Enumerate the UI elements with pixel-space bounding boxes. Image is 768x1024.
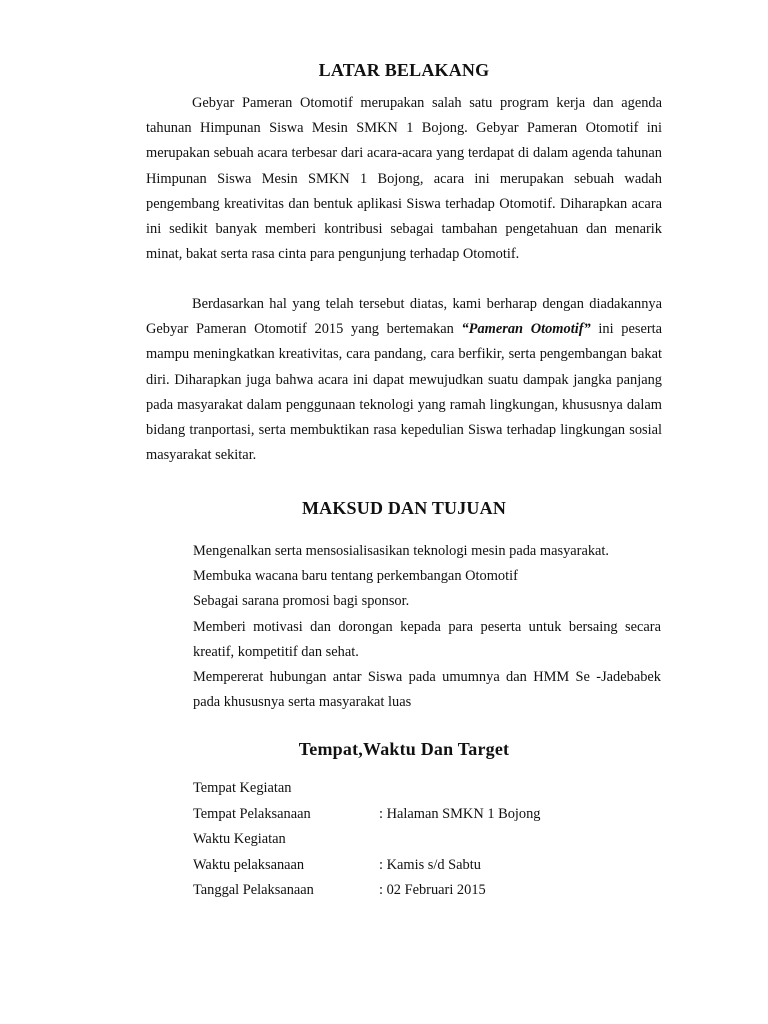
detail-value: : 02 Februari 2015 (379, 882, 486, 899)
detail-label: Tanggal Pelaksanaan (193, 882, 314, 899)
detail-label: Tempat Pelaksanaan (193, 805, 311, 822)
detail-row (193, 802, 613, 828)
paragraph-latar-belakang-2 (146, 292, 662, 468)
detail-label: Tempat Kegiatan (193, 780, 292, 796)
detail-label: Waktu pelaksanaan (193, 856, 305, 873)
detail-value: : Halaman SMKN 1 Bojong (379, 805, 541, 822)
paragraph-text-before-theme: Berdasarkan hal yang telah tersebut diatas, kami berharap dengan diadakannya Gebyar Pameran Otomotif 2015 yang bertemakan (146, 296, 662, 338)
section-title-tempat-waktu: Tempat,Waktu Dan Target (298, 739, 510, 759)
section-title-latar-belakang: LATAR BELAKANG (318, 60, 490, 80)
list-item: Memberi motivasi dan dorongan kepada para peserta untuk bersaing secara kreatif, kompetitif dan sehat. (193, 618, 661, 660)
detail-label: Waktu Kegiatan (193, 831, 286, 848)
purpose-list (193, 539, 661, 715)
paragraph-text-after-theme: ini peserta mampu meningkatkan kreativitas, cara pandang, cara berfikir, serta pengembangan bakat diri. Diharapkan juga bahwa acara ini dapat mewujudkan suatu dampak jangka panjang pada masyarakat dalam penggunaan teknologi yang ramah lingkungan, khususnya dalam bidang tranportasi, serta membuktikan rasa kepedulian Siswa terhadap lingkungan sosial masyarakat sekitar. (146, 321, 663, 464)
detail-row (193, 878, 613, 904)
paragraph-latar-belakang-1: Gebyar Pameran Otomotif merupakan salah satu program kerja dan agenda tahunan Himpunan Siswa Mesin SMKN 1 Bojong. Gebyar Pameran Otomotif ini merupakan sebuah acara terbesar dari acara-acara yang terdapat di dalam agenda tahunan Himpunan Siswa Mesin SMKN 1 Bojong, acara ini merupakan sebuah wadah pengembang kreativitas dan bentuk aplikasi Siswa terhadap Otomotif. Diharapkan acara ini sedikit banyak memberi kontribusi sebagai tambahan pengetahuan dan menarik minat, bakat serta rasa cinta para pengunjung terhadap Otomotif. (146, 95, 662, 263)
list-item: Mengenalkan serta mensosialisasikan teknologi mesin pada masyarakat. (193, 543, 610, 559)
theme-name: “Pameran Otomotif” (461, 321, 591, 338)
list-item: Sebagai sarana promosi bagi sponsor. (193, 593, 410, 610)
detail-row (193, 827, 613, 853)
list-item: Membuka wacana baru tentang perkembangan Otomotif (193, 568, 518, 585)
detail-row (193, 776, 613, 802)
detail-row (193, 853, 613, 879)
detail-value: : Kamis s/d Sabtu (379, 856, 481, 873)
event-details (193, 776, 613, 904)
list-item: Mempererat hubungan antar Siswa pada umumnya dan HMM Se -Jadebabek pada khususnya serta masyarakat luas (193, 669, 661, 711)
section-title-maksud-tujuan: MAKSUD DAN TUJUAN (301, 498, 507, 518)
